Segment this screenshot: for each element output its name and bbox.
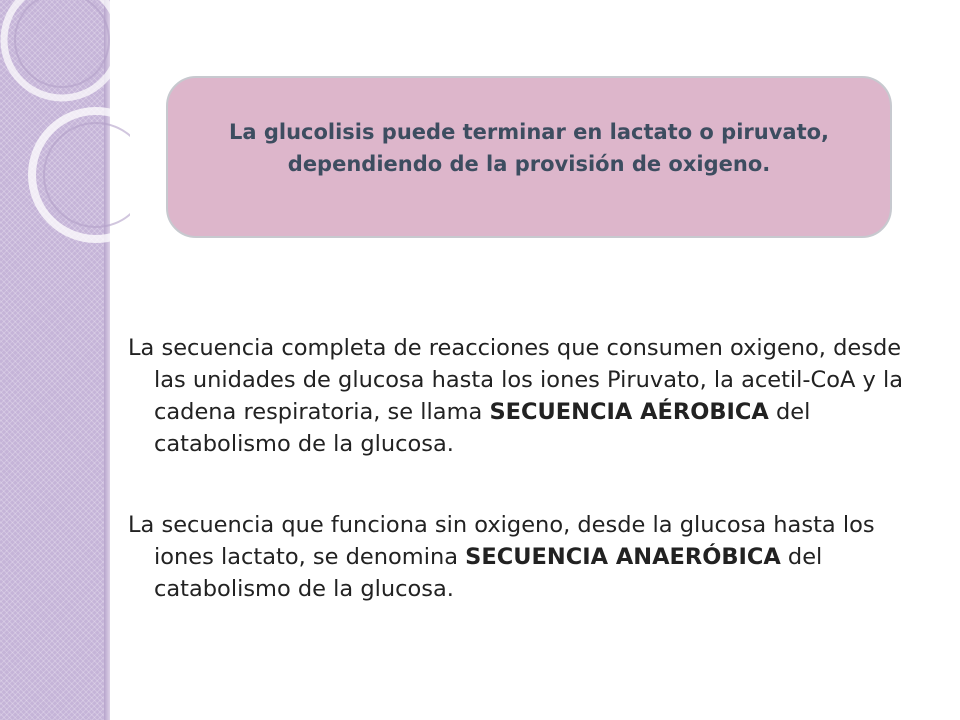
- paragraph-anaerobic-text: La secuencia que funciona sin oxigeno, desde la glucosa hasta los iones lactato, se denomina: [128, 512, 875, 570]
- callout-box: [166, 76, 892, 238]
- paragraph-anaerobic: [128, 509, 936, 605]
- paragraph-aerobic: [128, 332, 936, 460]
- anaerobic-term: SECUENCIA ANAERÓBICA: [465, 544, 781, 570]
- paragraph-aerobic-text: La secuencia completa de reacciones que consumen oxigeno, desde las unidades de glucosa hasta los iones Piruvato, la acetil-CoA y la cadena respiratoria, se llama: [128, 335, 904, 425]
- decorative-rings-icon: [0, 0, 130, 300]
- callout-line-1: La glucolisis puede terminar en lactato o piruvato,: [228, 120, 830, 144]
- body-text: [128, 332, 936, 605]
- callout-line-2: dependiendo de la provisión de oxigeno.: [287, 152, 771, 176]
- paragraph-aerobic-tail: del catabolismo de la glucosa.: [154, 399, 811, 457]
- paragraph-anaerobic-tail: del catabolismo de la glucosa.: [154, 544, 823, 602]
- aerobic-term: SECUENCIA AÉROBICA: [489, 399, 769, 425]
